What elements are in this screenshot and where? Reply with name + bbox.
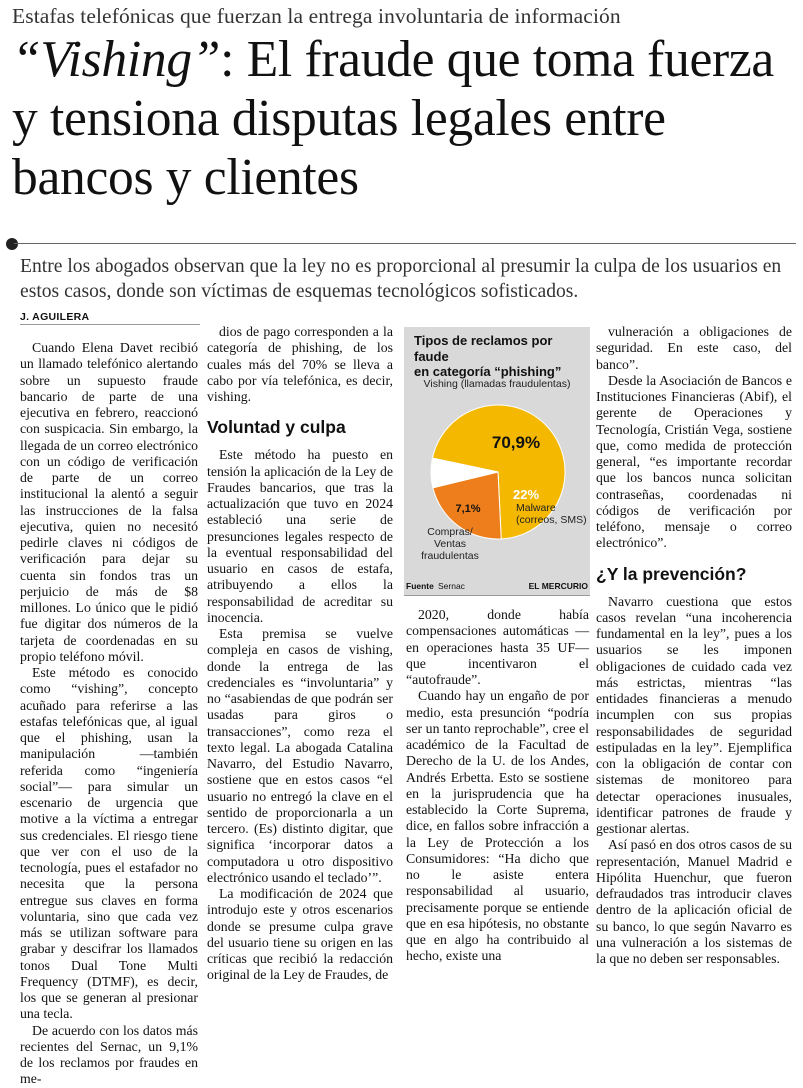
- headline-rest: : El fraude que toma fuerza y tensiona disputas legales entre bancos y clientes: [12, 31, 774, 206]
- infographic-title-line: en categoría “phishing”: [414, 364, 562, 379]
- slice-category-label: Malware: [516, 502, 556, 514]
- headline-italic: “Vishing”: [12, 31, 221, 88]
- byline-rule: [20, 324, 200, 325]
- paragraph: Navarro cuestiona que estos casos revelan “una incoherencia fundamental en la ley”, pues a los usuarios se les imponen obligaciones de cuidado cada vez más estrictas, mientras “las entidades financieras a menudo incumplen con sus propias responsabilidades de seguridad estipuladas en la ley”. Ejemplifica con la obligación de contar con sistemas de monitoreo para detectar operaciones inusuales, identificar patrones de fraude y gestionar alertas.: [596, 593, 792, 836]
- article-column-2: [207, 324, 393, 984]
- source-label: Fuente: [406, 581, 434, 591]
- paragraph: 2020, donde había compensaciones automáticas —en operaciones hasta 35 UF— que incentivaron el “autofraude”.: [406, 607, 589, 687]
- infographic: [404, 327, 590, 595]
- slice-category-label: fraudulentas: [421, 550, 479, 562]
- slice-value-label: 70,9%: [491, 433, 541, 452]
- pie-chart: [404, 327, 590, 595]
- paragraph: La modificación de 2024 que introdujo este y otros escenarios donde se presume culpa grave del usuario tiene su origen en las críticas que recibió la redacción original de la Ley de Fraudes, de: [207, 886, 393, 983]
- article-column-3: [406, 607, 589, 965]
- section-heading: Voluntad y culpa: [207, 417, 346, 438]
- bullet-dot: [6, 238, 18, 250]
- infographic-source: [404, 580, 590, 594]
- paragraph: Cuando Elena Davet recibió un llamado telefónico alertando sobre un supuesto fraude bancario de parte de una ejecutiva en febrero, reaccionó con suspicacia. Sin embargo, la llegada de un correo electrónico con un código de verificación de parte de un correo institucional la alentó a seguir las instrucciones de la falsa ejecutiva, quien no necesitó pedirle claves ni códigos de verificación para dejar su cuenta sin fondos tras un perjuicio de más de $8 millones. Lo único que le pidió fue digitar dos números de la tarjeta de coordenadas en su propio teléfono móvil.: [20, 340, 198, 664]
- slice-value-label: 7,1%: [455, 503, 481, 515]
- kicker: Estafas telefónicas que fuerzan la entrega involuntaria de información: [12, 4, 621, 28]
- slice-category-label: Ventas: [433, 538, 467, 550]
- slice-value-label: 22%: [512, 487, 540, 502]
- paragraph: Este método ha puesto en tensión la aplicación de la Ley de Fraudes bancarios, que tras la actualización que tuvo en 2024 estableció una serie de presunciones legales respecto de la eventual responsabilidad del usuario en casos de estafa, atribuyendo a ellos la responsabilidad de acreditar su inocencia.: [207, 447, 393, 625]
- article-column-4: [596, 324, 792, 967]
- paragraph: Así pasó en dos otros casos de su representación, Manuel Madrid e Hipólita Huenchur, que fueron defraudados tras introducir claves dentro de la aplicación oficial de su banco, lo que según Navarro es una vulneración a los sistemas de la que no deben ser responsables.: [596, 837, 792, 966]
- divider: [14, 243, 796, 244]
- paragraph: Este método es conocido como “vishing”, concepto acuñado para referirse a las estafas telefónicas que, al igual que el phishing, usan la manipulación —también referida como “ingeniería social”— para simular un escenario de urgencia que motive a la víctima a entregar sus credenciales. El riesgo tiene que ver con el uso de la tecnología, pues el estafador no necesita que la persona entregue sus claves en forma voluntaria, sino que cada vez más se utilizan software para grabar y descifrar los llamados tonos Dual Tone Multi Frequency (DTMF), es decir, los que se generan al presionar una tecla.: [20, 665, 198, 1022]
- article-column-1: [20, 340, 198, 1088]
- paragraph: dios de pago corresponden a la categoría de phishing, de los cuales más del 70% se lleva a cabo por vía telefónica, es decir, vishing.: [207, 324, 393, 404]
- deck: Entre los abogados observan que la ley no es proporcional al presumir la culpa de los usuarios en estos casos, donde son víctimas de esquemas tecnológicos sofisticados.: [20, 256, 782, 302]
- source-name: Sernac: [438, 581, 465, 591]
- slice-category-label: (correos, SMS): [516, 514, 587, 526]
- paragraph: vulneración a obligaciones de seguridad. En este caso, del banco”.: [596, 324, 792, 372]
- infographic-title-line: Tipos de reclamos por faude: [414, 333, 553, 364]
- paragraph: Esta premisa se vuelve compleja en casos de vishing, donde la entrega de las credenciales es “involuntaria” y no “asabiendas de que podrán ser usadas para giros o transacciones”, como reza el texto legal. La abogada Catalina Navarro, del Estudio Navarro, sostiene que en estos casos “el usuario no entregó la clave en el sentido de proporcionarla a un tercero. (Es) distinto digitar, que significa ‘incorporar datos a computadora u otro dispositivo electrónico usando el teclado’”.: [207, 626, 393, 885]
- infographic-rule: [404, 595, 590, 596]
- slice-category-label: Vishing (llamadas fraudulentas): [423, 378, 571, 390]
- publisher-credit: EL MERCURIO: [528, 581, 588, 591]
- byline: J. AGUILERA: [20, 311, 90, 323]
- section-heading: ¿Y la prevención?: [596, 563, 747, 584]
- paragraph: Cuando hay un engaño de por medio, esta presunción “podría ser un tanto reprochable”, cree el académico de la Facultad de Derecho de la U. de los Andes, Andrés Erbetta. Esto se sostiene en la jurisprudencia que ha establecido la Corte Suprema, dice, en fallos sobre infracción a la Ley de Protección a los Consumidores: “Ha dicho que no le asiste entera responsabilidad al usuario, precisamente porque se entiende que en esa hipótesis, no obstante que en algo ha contribuido al hecho, existe una: [406, 688, 589, 964]
- headline: [12, 30, 797, 207]
- slice-category-label: Compras/: [427, 526, 473, 538]
- paragraph: De acuerdo con los datos más recientes del Sernac, un 9,1% de los reclamos por fraudes en me-: [20, 1022, 198, 1087]
- paragraph: Desde la Asociación de Bancos e Instituciones Financieras (Abif), el gerente de Operaciones y Tecnología, Cristián Vega, sostiene que, como medida de protección general, “es importante recordar que los bancos nunca solicitan contraseñas, coordenadas ni códigos de verificación por teléfono, mensaje o correo electrónico”.: [596, 372, 792, 551]
